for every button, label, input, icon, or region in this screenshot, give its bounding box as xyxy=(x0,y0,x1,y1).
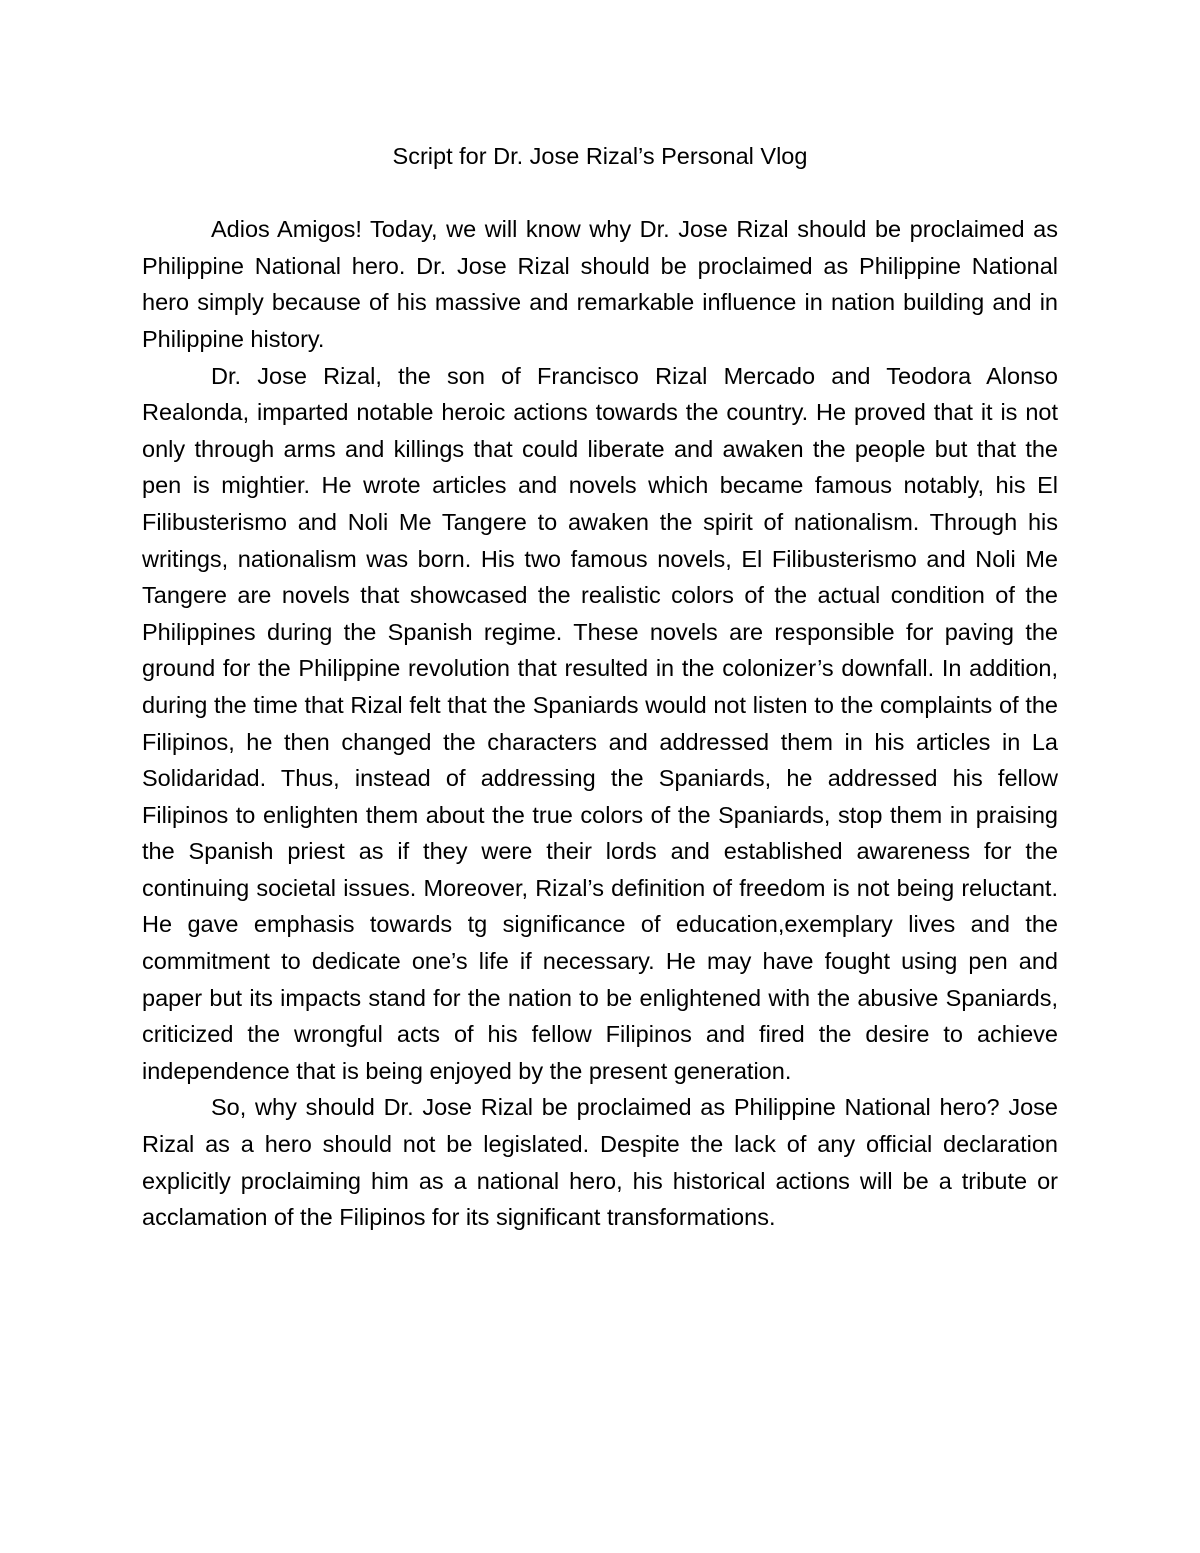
paragraph-heroic-actions: Dr. Jose Rizal, the son of Francisco Rizal Mercado and Teodora Alonso Realonda, imparted notable heroic actions towards the country. He proved that it is not only through arms and killings that could liberate and awaken the people but that the pen is mightier. He wrote articles and novels which became famous notably, his El Filibusterismo and Noli Me Tangere to awaken the spirit of nationalism. Through his writings, nationalism was born. His two famous novels, El Filibusterismo and Noli Me Tangere are novels that showcased the realistic colors of the actual condition of the Philippines during the Spanish regime. These novels are responsible for paving the ground for the Philippine revolution that resulted in the colonizer’s downfall. In addition, during the time that Rizal felt that the Spaniards would not listen to the complaints of the Filipinos, he then changed the characters and addressed them in his articles in La Solidaridad. Thus, instead of addressing the Spaniards, he addressed his fellow Filipinos to enlighten them about the true colors of the Spaniards, stop them in praising the Spanish priest as if they were their lords and established awareness for the continuing societal issues. Moreover, Rizal’s definition of freedom is not being reluctant. He gave emphasis towards tg significance of education,exemplary lives and the commitment to dedicate one’s life if necessary. He may have fought using pen and paper but its impacts stand for the nation to be enlightened with the abusive Spaniards, criticized the wrongful acts of his fellow Filipinos and fired the desire to achieve independence that is being enjoyed by the present generation. xyxy=(142,362,1058,1084)
paragraph-conclusion: So, why should Dr. Jose Rizal be proclaimed as Philippine National hero? Jose Rizal as a hero should not be legislated. Despite the lack of any official declaration explicitly proclaiming him as a national hero, his historical actions will be a tribute or acclamation of the Filipinos for its significant transformations. xyxy=(142,1094,1058,1231)
document-body xyxy=(142,138,1058,1236)
paragraph-intro: Adios Amigos! Today, we will know why Dr. Jose Rizal should be proclaimed as Philippine National hero. Dr. Jose Rizal should be proclaimed as Philippine National hero simply because of his massive and remarkable influence in nation building and in Philippine history. xyxy=(142,216,1058,352)
document-title: Script for Dr. Jose Rizal’s Personal Vlog xyxy=(392,143,808,169)
